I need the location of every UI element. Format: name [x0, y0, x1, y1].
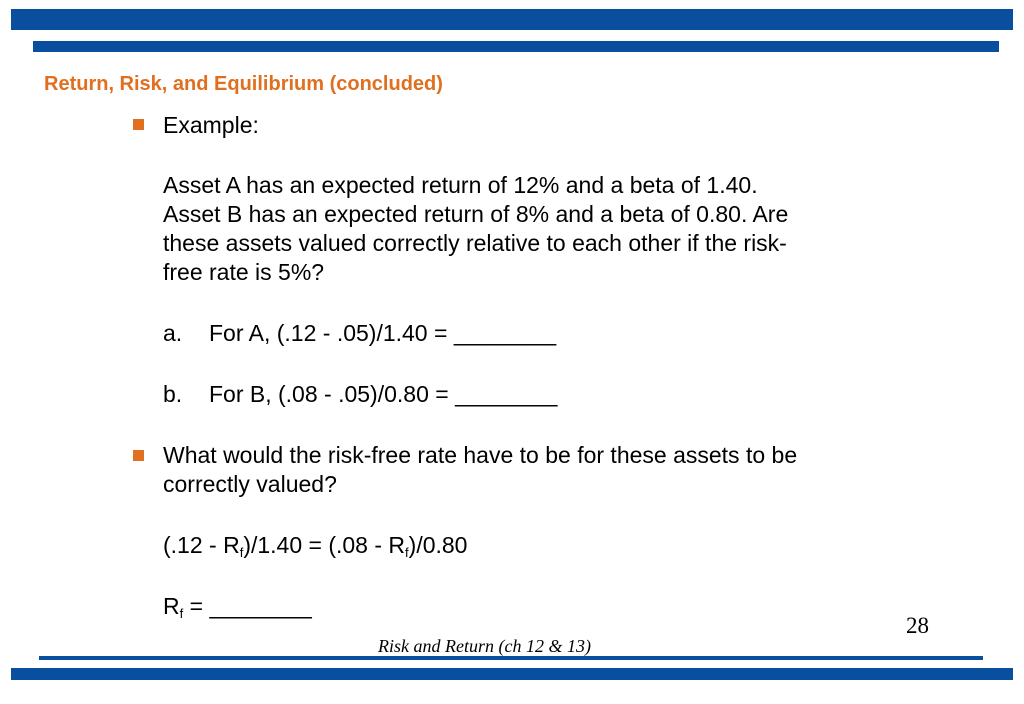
bottom-rule — [39, 656, 983, 660]
example-line-3: these assets valued correctly relative to each other if the risk- — [163, 230, 787, 256]
item-b-text: For B, (.08 - .05)/0.80 = ________ — [209, 381, 558, 407]
item-a-letter: a. — [163, 320, 183, 346]
example-line-4: free rate is 5%? — [163, 259, 325, 285]
question-line-1: What would the risk-free rate have to be for these assets to be — [163, 442, 798, 468]
item-a-text: For A, (.12 - .05)/1.40 = ________ — [209, 320, 557, 346]
answer-blank: $R_f$ = ________ — [163, 593, 312, 621]
bullet-icon — [133, 450, 144, 461]
example-line-1: Asset A has an expected return of 12% and a beta of 1.40. — [163, 172, 758, 198]
bullet-example-label: Example: — [163, 112, 259, 138]
slide-title: Return, Risk, and Equilibrium (concluded) — [44, 73, 443, 95]
bullet-icon — [133, 119, 144, 130]
question-line-2: correctly valued? — [163, 471, 337, 497]
item-b-letter: b. — [163, 381, 183, 407]
equation: $(.12 - R_f)/1.40 = (.08 - R_f)/0.80$ — [163, 532, 468, 560]
bottom-banner-bar — [11, 668, 1013, 680]
page-number: 28 — [906, 613, 929, 638]
top-banner-stripe — [33, 41, 999, 52]
top-banner-bar — [11, 9, 1013, 30]
example-line-2: Asset B has an expected return of 8% and a beta of 0.80. Are — [163, 201, 789, 227]
footer-text: Risk and Return (ch 12 & 13) — [378, 636, 591, 656]
